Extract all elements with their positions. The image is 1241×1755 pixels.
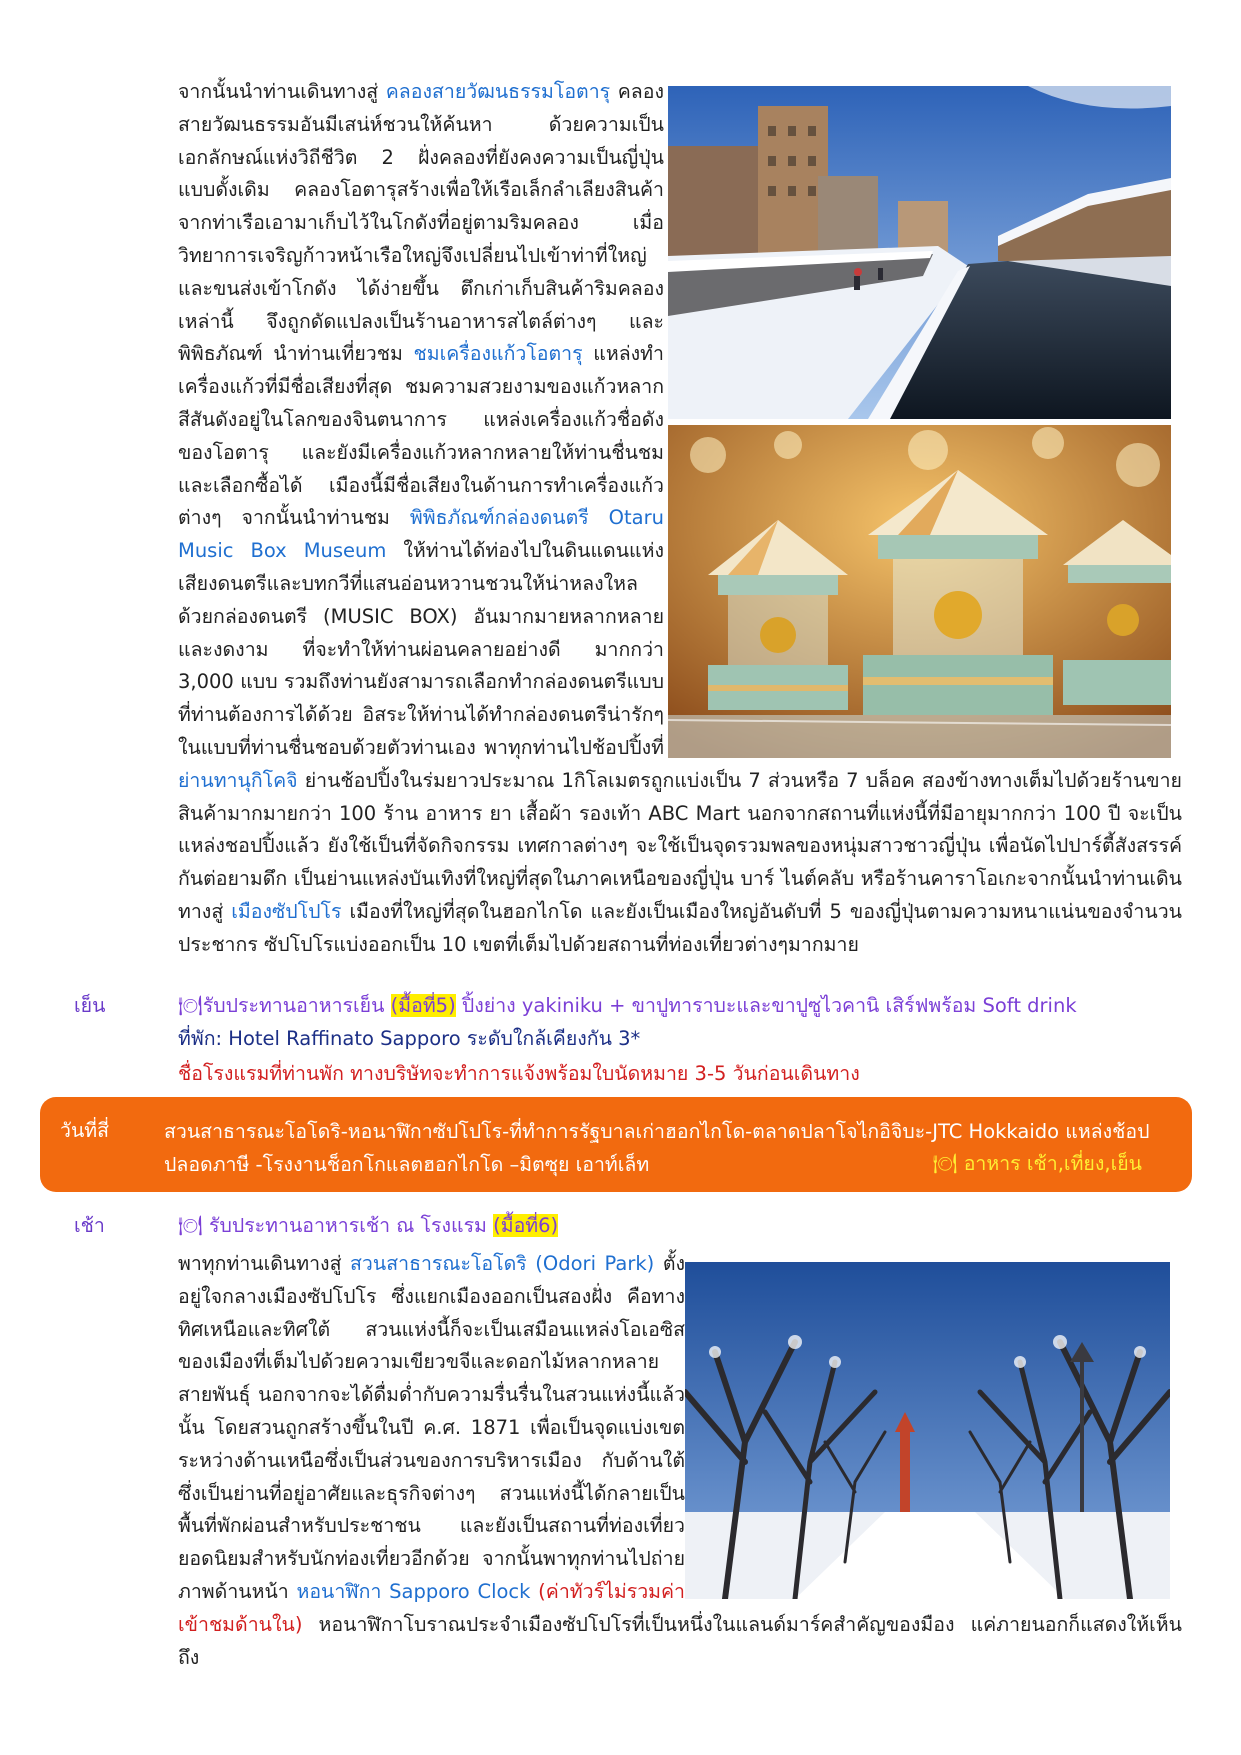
- otaru-glass-link: ชมเครื่องแก้วโอตารุ: [413, 342, 583, 366]
- sapporo-description: เมืองที่ใหญ่ที่สุดในฮอกไกโด และยังเป็นเมืองใหญ่อันดับที่ 5 ของญี่ปุ่นตามความหนาแน่นของจำนวนประชากร ซัปโปโรแบ่งออกเป็น 10 เขตที่เต็มไปด้วยสถานที่ท่องเที่ยวต่างๆมากมาย: [178, 899, 1182, 956]
- intro-text: จากนั้นนำท่านเดินทางสู่: [178, 80, 386, 103]
- image-float-spacer: [685, 1248, 1182, 1585]
- music-box-description: ให้ท่านได้ท่องไปในดินแดนแห่งเสียงดนตรีและบทกวีที่แสนอ่อนหวานชวนให้น่าหลงใหล ด้วยกล่องดนตรี (MUSIC BOX) อันมากมายหลากหลายและงดงาม ที่จะทำให้ท่านผ่อนคลายอย่างดี มากกว่า 3,000 แบบ รวมถึงท่านยังสามารถเลือกทำกล่องดนตรีแบบที่ท่านต้องการได้ด้วย อิสระให้ท่านได้ทำกล่องดนตรีน่ารักๆในแบบที่ท่านชื่นชอบด้วยตัวท่านเอง พาทุกท่านไปช้อปปิ้งที่: [178, 539, 664, 759]
- sapporo-clock-link: หอนาฬิกา Sapporo Clock: [296, 1579, 531, 1603]
- breakfast-meal-number: (มื้อที่6): [493, 1214, 559, 1237]
- dinner-text: รับประทานอาหารเย็น: [202, 994, 385, 1017]
- day-four-title: สวนสาธารณะโอโดริ-หอนาฬิกาซัปโปโร-ที่ทำการรัฐบาลเก่าฮอกไกโด-ตลาดปลาโจไกอิจิบะ-JTC Hokkaido แหล่งช้อปปลอดภาษี -โรงงานช็อกโกแลตฮอกไกโด –มิตซุย เอาท์เล็ท: [164, 1120, 1150, 1176]
- image-float-spacer: [664, 76, 1182, 760]
- day-four-label: วันที่สี่: [60, 1119, 110, 1142]
- meal-icon: 🍽: [178, 1214, 203, 1237]
- breakfast-line: [178, 1210, 558, 1241]
- otaru-canal-link: คลองสายวัฒนธรรมโอตารุ: [385, 80, 611, 103]
- morning-label: เช้า: [74, 1214, 105, 1237]
- clock-fee-note: (ค่าทัวร์ไม่รวมค่าเข้าชมด้านใน): [178, 1579, 685, 1636]
- evening-label: เย็น: [74, 994, 106, 1017]
- tanukikoji-description: ย่านช้อปปิ้งในร่มยาวประมาณ 1กิโลเมตรถูกแบ่งเป็น 7 ส่วนหรือ 7 บล็อค สองข้างทางเต็มไปด้วยร้านขายสินค้ามากมายกว่า 100 ร้าน อาหาร ยา เสื้อผ้า รองเท้า ABC Mart นอกจากสถานที่แห่งนี้ที่มีอายุมากกว่า 100 ปี จะเป็นแหล่งชอปปิ้งแล้ว ยังใช้เป็นที่จัดกิจกรรม เทศกาลต่างๆ จะใช้เป็นจุดรวมพลของหนุ่มสาวชาวญี่ปุ่น เพื่อนัดไปปาร์ตี้สังสรรค์กันต่อยามดึก เป็นย่านแหล่งบันเทิงที่ใหญ่ที่สุดในภาคเหนือของญี่ปุ่น บาร์ ไนต์คลับ หรือร้านคาราโอเกะจากนั้นนำท่านเดินทางสู่: [178, 768, 1182, 923]
- odori-park-description: ตั้งอยู่ใจกลางเมืองซัปโปโร ซึ่งแยกเมืองออกเป็นสองฝั่ง คือทางทิศเหนือและทิศใต้ สวนแห่งนี้ก็จะเป็นเสมือนแหล่งโอเอซิสของเมืองที่เต็มไปด้วยความเขียวขจีและดอกไม้หลากหลายสายพันธุ์ นอกจากจะได้ดื่มด่ำกับความรื่นรื่นในสวนแห่งนี้แล้วนั้น โดยสวนถูกสร้างขึ้นในปี ค.ศ. 1871 เพื่อเป็นจุดแบ่งเขต ระหว่างด้านเหนือซึ่งเป็นส่วนของการบริหารเมือง กับด้านใต้ซึ่งเป็นย่านที่อยู่อาศัยและธุรกิจต่างๆ สวนแห่งนี้ได้กลายเป็นพื้นที่พักผ่อนสำหรับประชาชน และยังเป็นสถานที่ท่องเที่ยวยอดนิยมสำหรับนักท่องเที่ยวอีกด้วย จากนั้นพาทุกท่านไปถ่ายภาพด้านหน้า: [178, 1252, 686, 1603]
- hotel-note: ชื่อโรงแรมที่ท่านพัก ทางบริษัทจะทำการแจ้งพร้อมใบนัดหมาย 3-5 วันก่อนเดินทาง: [178, 1062, 860, 1085]
- glass-description: แหล่งทำเครื่องแก้วที่มีชื่อเสียงที่สุด ชมความสวยงามของแก้วหลากสีสันดังอยู่ในโลกของจินตนาการ แหล่งเครื่องแก้วชื่อดังของโอตารุ และยังมีเครื่องแก้วหลากหลายให้ท่านชื่นชม และเลือกซื้อได้ เมืองนี้มีชื่อเสียงในด้านการทำเครื่องแก้วต่างๆ จากนั้นนำท่านชม: [178, 342, 664, 530]
- odori-description: [178, 1248, 1182, 1674]
- day-four-banner: [40, 1097, 1192, 1192]
- hotel-line: ที่พัก: Hotel Raffinato Sapporo ระดับใกล้เคียงกัน 3*: [178, 1027, 641, 1050]
- dinner-menu: ปิ้งย่าง yakiniku + ขาปูทาราบะและขาปูซูไวคานิ เสิร์ฟพร้อม Soft drink: [455, 994, 1077, 1017]
- dinner-line: [178, 990, 1077, 1021]
- tanukikoji-link: ย่านทานุกิโคจิ: [178, 768, 298, 792]
- clock-description: หอนาฬิกาโบราณประจำเมืองซัปโปโรที่เป็นหนึ่งในแลนด์มาร์คสำคัญของมือง แค่ภายนอกก็แสดงให้เห็นถึง: [178, 1612, 1182, 1669]
- otaru-description: [178, 76, 1182, 962]
- odori-park-link: สวนสาธารณะโอโดริ (Odori Park): [350, 1252, 655, 1275]
- meal-icon: 🍽: [178, 994, 203, 1017]
- sapporo-city-link: เมืองซัปโปโร: [231, 899, 342, 923]
- breakfast-text: รับประทานอาหารเช้า ณ โรงแรม: [202, 1214, 487, 1237]
- music-box-museum-link: พิพิธภัณฑ์กล่องดนตรี Otaru Music Box Museum: [178, 506, 664, 563]
- day-four-meals: 🍽 อาหาร เช้า,เที่ยง,เย็น: [932, 1152, 1142, 1175]
- odori-intro: พาทุกท่านเดินทางสู่: [178, 1252, 351, 1275]
- canal-description: คลองสายวัฒนธรรมอันมีเสน่ห์ชวนให้ค้นหา ด้วยความเป็นเอกลักษณ์แห่งวิถีชีวิต 2 ฝั่งคลองที่ยังคงความเป็นญี่ปุ่นแบบดั้งเดิม คลองโอตารุสร้างเพื่อให้เรือเล็กลำเลียงสินค้าจากท่าเรือเอามาเก็บไว้ในโกดังที่อยู่ตามริมคลอง เมื่อวิทยาการเจริญก้าวหน้าเรือใหญ่จึงเปลี่ยนไปเข้าท่าที่ใหญ่และขนส่งเข้าโกดัง ได้ง่ายขึ้น ตึกเก่าเก็บสินค้าริมคลองเหล่านี้ จึงถูกดัดแปลงเป็นร้านอาหารสไตล์ต่างๆ และพิพิธภัณฑ์ นำท่านเที่ยวชม: [178, 80, 664, 366]
- dinner-meal-number: (มื้อที่5): [390, 994, 456, 1017]
